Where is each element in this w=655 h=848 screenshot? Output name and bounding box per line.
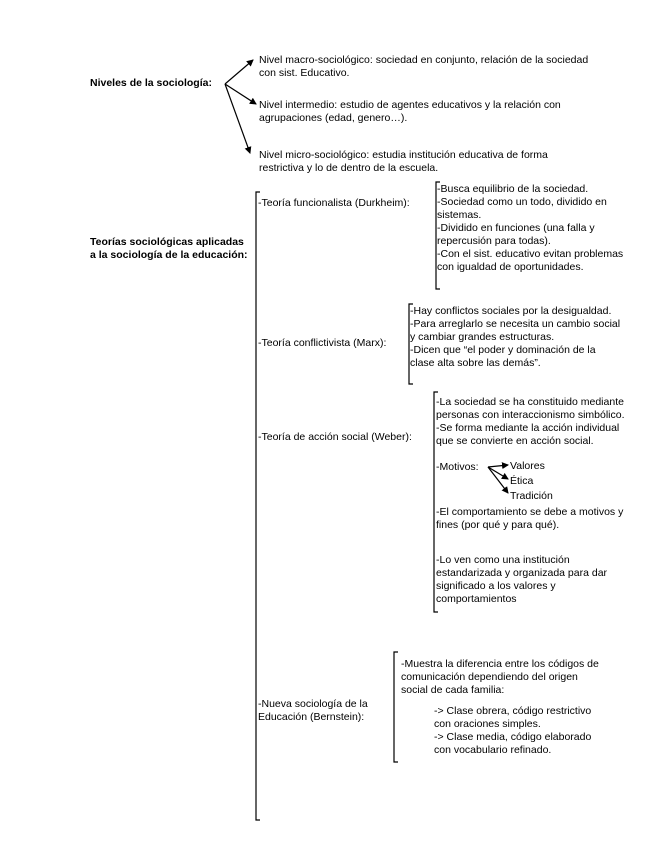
teoria-accion-social-label: -Teoría de acción social (Weber):: [258, 431, 412, 443]
nivel-micro: Nivel micro-sociológico: estudia institución educativa de forma restrictiva y lo de dentro de la escuela.: [259, 149, 548, 174]
niveles-title: Niveles de la sociología:: [90, 77, 212, 89]
arrow-intermedio: [225, 84, 256, 104]
nueva-sub-points: -> Clase obrera, código restrictivo con oraciones simples. -> Clase media, código elaborado con vocabulario refinado.: [434, 705, 592, 756]
accion-social-points-b: -El comportamiento se debe a motivos y fines (por qué y para qué).: [436, 506, 624, 531]
accion-social-points-a: -La sociedad se ha constituido mediante personas con interaccionismo simbólico. -Se forma mediante la acción individual que se convierte en acción social.: [436, 396, 625, 447]
motivo-valores: Valores: [510, 460, 545, 472]
conflictivista-points: -Hay conflictos sociales por la desigualdad. -Para arreglarlo se necesita un cambio social y cambiar grandes estructuras. -Dicen que “el poder y dominación de la clase alta sobre las demás”.: [410, 305, 621, 369]
nueva-points: -Muestra la diferencia entre los códigos de comunicación dependiendo del origen social de cada familia:: [401, 658, 599, 696]
arrow-tradicion: [488, 467, 508, 493]
funcionalista-points: -Busca equilibrio de la sociedad. -Sociedad como un todo, dividido en sistemas. -Dividido en funciones (una falla y repercusión para todas). -Con el sist. educativo evitan problemas con igualdad de oportunidades.: [437, 183, 624, 273]
brace-nueva: [394, 652, 398, 762]
motivo-etica: Ética: [510, 475, 534, 487]
arrow-valores: [488, 465, 508, 467]
teorias-title: Teorías sociológicas aplicadas a la sociología de la educación:: [90, 236, 248, 261]
motivos-label: -Motivos:: [436, 461, 479, 473]
motivo-tradicion: Tradición: [510, 490, 553, 502]
arrow-micro: [225, 84, 250, 153]
nivel-macro: Nivel macro-sociológico: sociedad en conjunto, relación de la sociedad con sist. Educativo.: [259, 54, 589, 79]
brace-teorias: [256, 192, 260, 820]
arrow-etica: [488, 467, 508, 479]
teoria-nueva-label: -Nueva sociología de la Educación (Bernstein):: [258, 698, 368, 723]
arrow-macro: [225, 60, 253, 84]
teoria-conflictivista-label: -Teoría conflictivista (Marx):: [258, 337, 387, 349]
teoria-funcionalista-label: -Teoría funcionalista (Durkheim):: [258, 197, 410, 209]
nivel-intermedio: Nivel intermedio: estudio de agentes educativos y la relación con agrupaciones (edad, genero…).: [259, 99, 561, 124]
accion-social-points-c: -Lo ven como una institución estandarizada y organizada para dar significado a los valores y comportamientos: [436, 554, 608, 605]
